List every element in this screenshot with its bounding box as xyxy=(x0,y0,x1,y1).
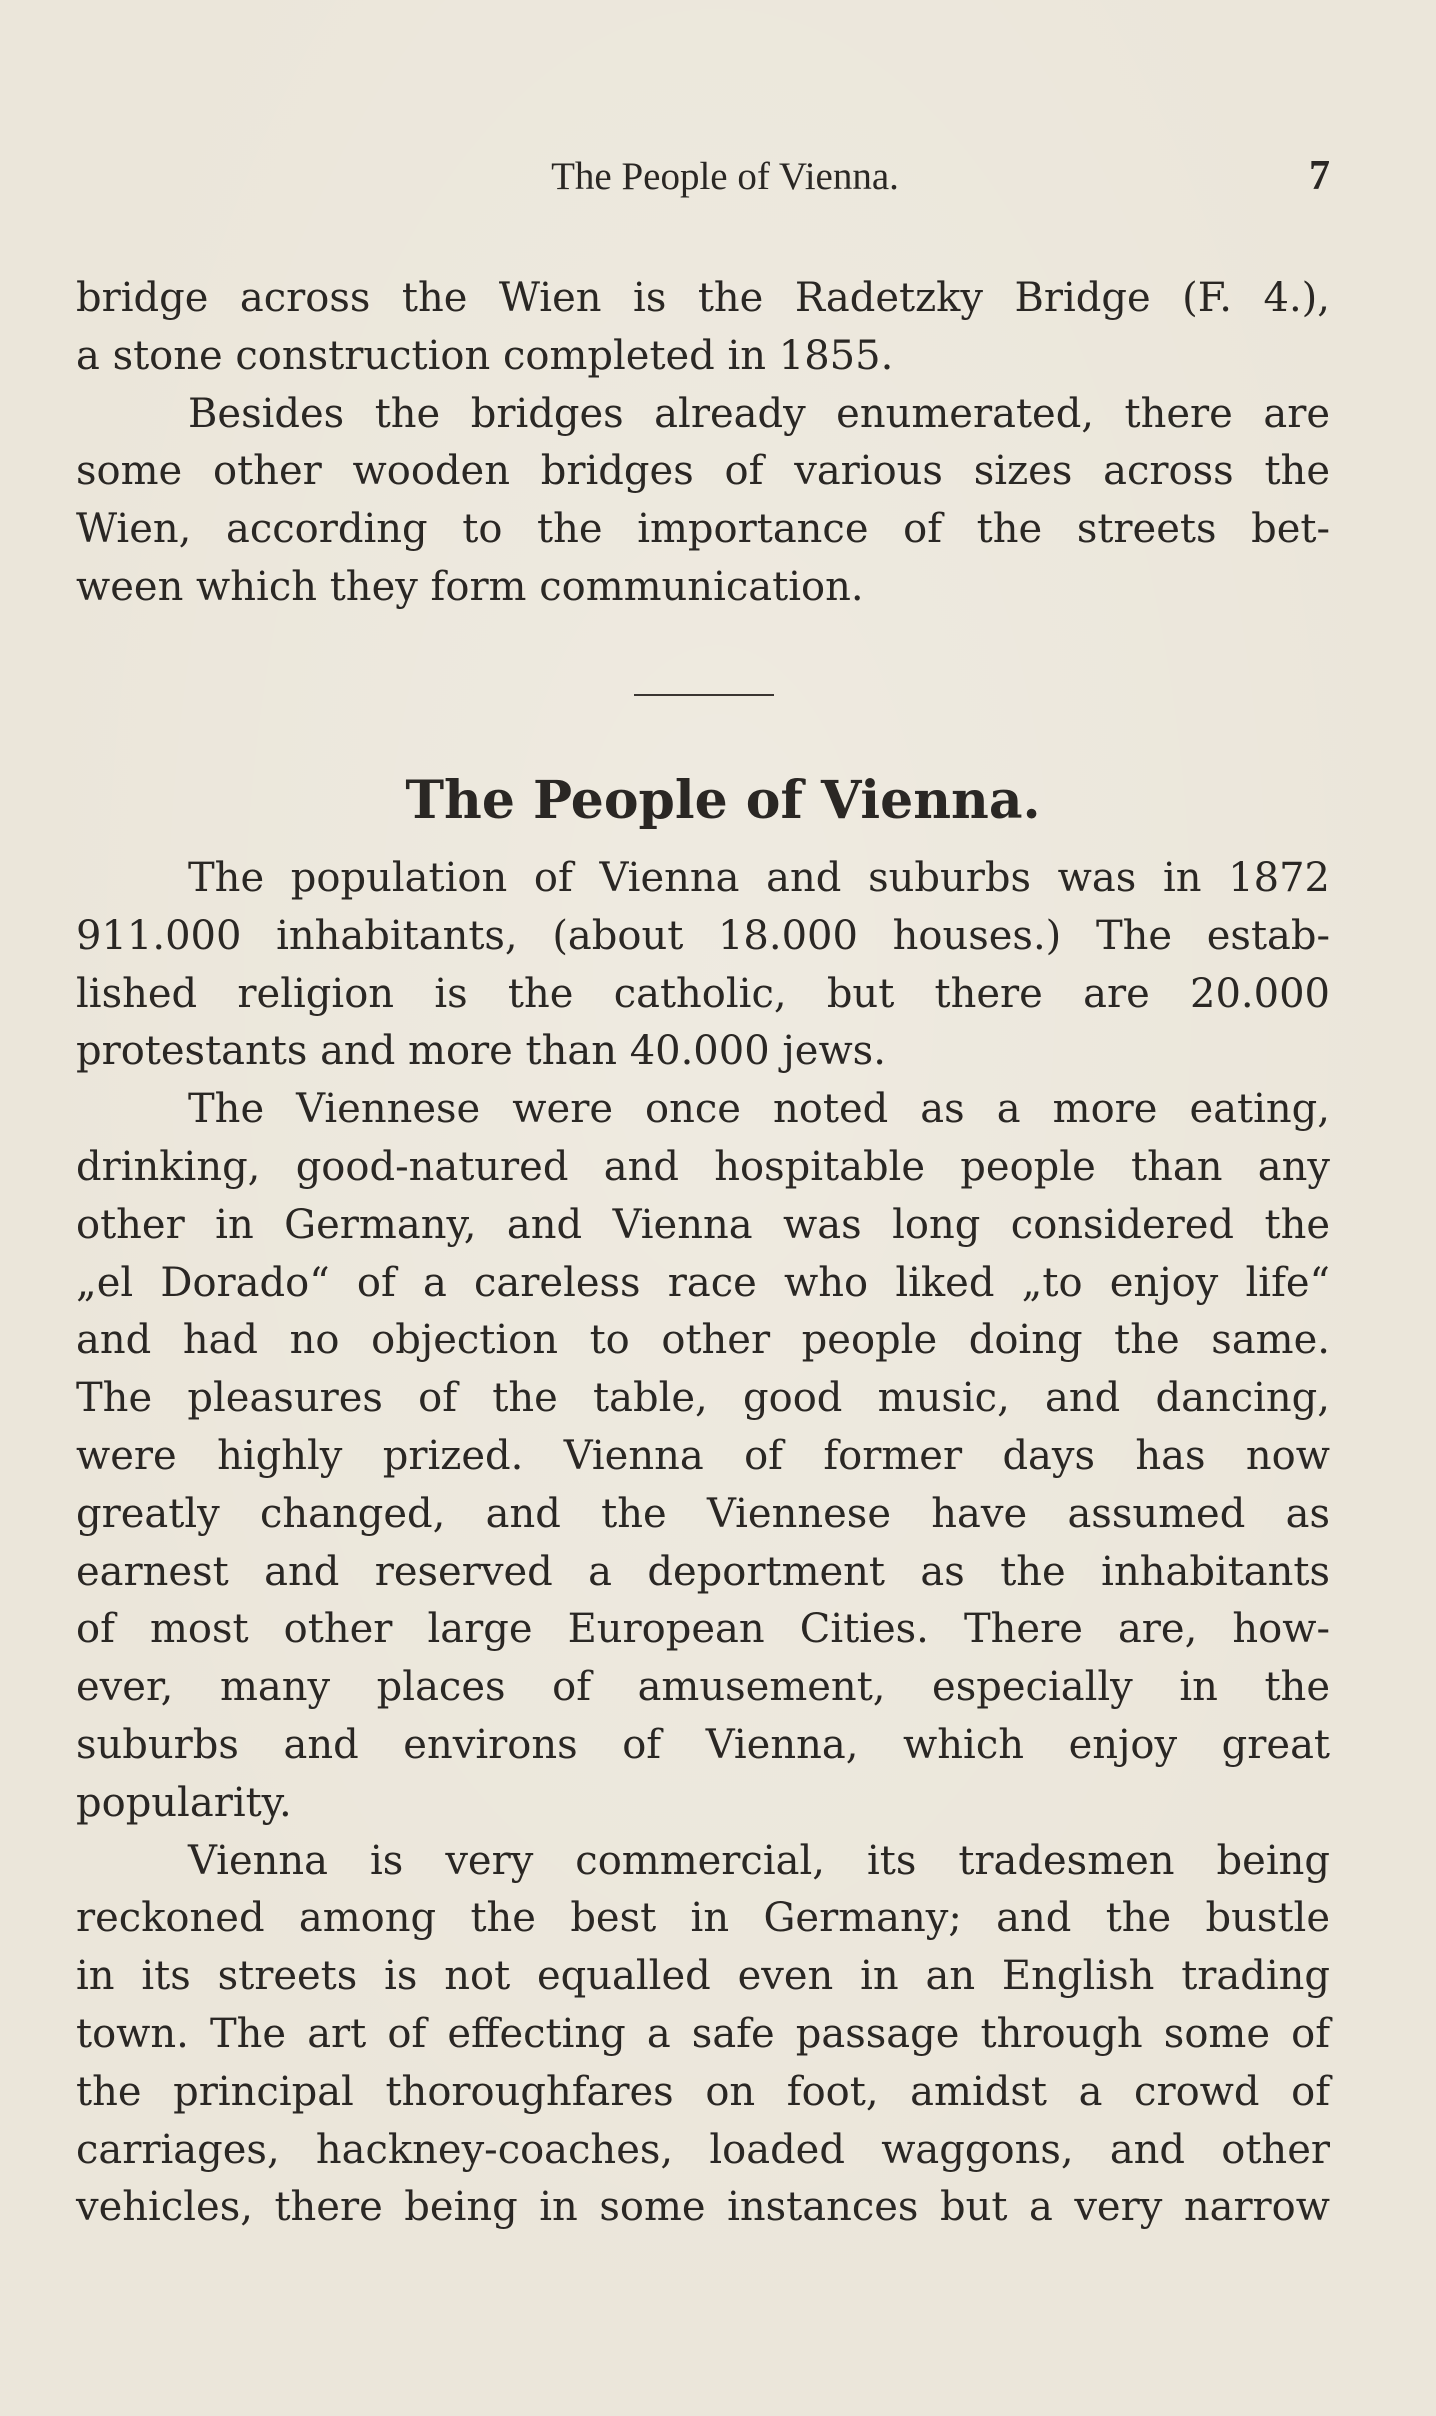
text-line: a stone construction completed in 1855. xyxy=(76,332,894,379)
intro-text-block xyxy=(76,270,1330,617)
section-text-block xyxy=(76,850,1330,2237)
text-line: reckoned among the best in Germany; and the bustle xyxy=(76,1895,1330,1942)
text-line: ever, many places of amusement, especially in the xyxy=(76,1664,1330,1711)
text-line: 911.000 inhabitants, (about 18.000 houses.) The estab- xyxy=(76,912,1330,959)
text-line: suburbs and environs of Vienna, which enjoy great xyxy=(76,1721,1330,1768)
text-line: Vienna is very commercial, its tradesmen being xyxy=(188,1837,1330,1884)
text-line: ween which they form communication. xyxy=(76,563,864,610)
text-line: some other wooden bridges of various sizes across the xyxy=(76,448,1330,495)
text-line: town. The art of effecting a safe passage through some of xyxy=(76,2010,1330,2057)
section-heading: The People of Vienna. xyxy=(405,770,1041,831)
text-line: greatly changed, and the Viennese have assumed as xyxy=(76,1490,1330,1537)
text-line: bridge across the Wien is the Radetzky Bridge (F. 4.), xyxy=(76,275,1330,321)
text-line: Wien, according to the importance of the streets bet- xyxy=(76,506,1330,553)
text-line: other in Germany, and Vienna was long considered the xyxy=(76,1201,1330,1248)
text-line: of most other large European Cities. There are, how- xyxy=(76,1606,1330,1653)
text-line: protestants and more than 40.000 jews. xyxy=(76,1028,886,1075)
text-line: vehicles, there being in some instances but a very narrow xyxy=(76,2184,1330,2231)
running-header xyxy=(76,148,1330,208)
text-line: and had no objection to other people doing the same. xyxy=(76,1317,1330,1364)
text-line: popularity. xyxy=(76,1779,292,1826)
text-line: „el Dorado“ of a careless race who liked „to enjoy life“ xyxy=(76,1259,1330,1306)
section-divider xyxy=(634,694,774,696)
text-line: the principal thoroughfares on foot, amidst a crowd of xyxy=(76,2068,1330,2115)
text-line: The Viennese were once noted as a more eating, xyxy=(188,1086,1330,1133)
page-number: 7 xyxy=(1309,153,1330,199)
text-line: The pleasures of the table, good music, and dancing, xyxy=(76,1375,1330,1422)
text-line: earnest and reserved a deportment as the inhabitants xyxy=(76,1548,1330,1595)
text-line: Besides the bridges already enumerated, there are xyxy=(188,390,1330,437)
text-line: carriages, hackney-coaches, loaded waggons, and other xyxy=(76,2126,1330,2173)
text-line: The population of Vienna and suburbs was in 1872 xyxy=(188,855,1330,901)
text-line: in its streets is not equalled even in an English trading xyxy=(76,1953,1330,2000)
running-title: The People of Vienna. xyxy=(551,155,899,198)
text-line: were highly prized. Vienna of former days has now xyxy=(76,1432,1330,1479)
text-line: lished religion is the catholic, but there are 20.000 xyxy=(76,970,1330,1017)
text-line: drinking, good-natured and hospitable people than any xyxy=(76,1143,1330,1190)
